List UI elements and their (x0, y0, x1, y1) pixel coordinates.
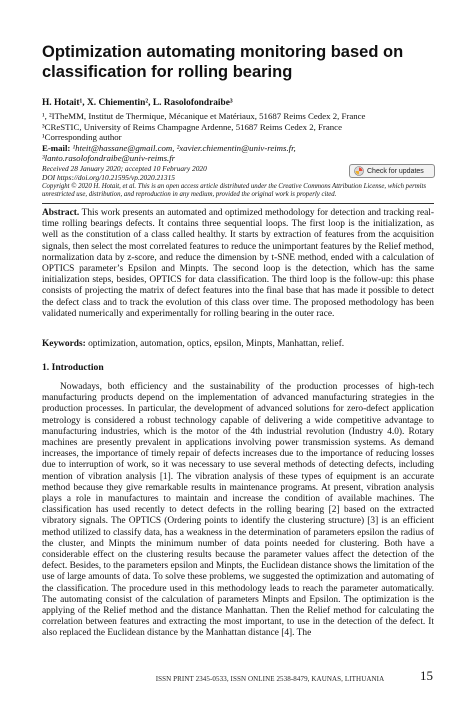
keywords-text: optimization, automation, optics, epsilon, Minpts, Manhattan, relief. (85, 339, 345, 349)
corresponding-author-note: ¹Corresponding author (42, 132, 122, 142)
email-line (42, 143, 432, 154)
crossmark-icon (354, 166, 364, 176)
abstract (42, 208, 434, 320)
affiliations (42, 111, 432, 164)
author-list: H. Hotait¹, X. Chiementin², L. Rasolofondraibe³ (42, 98, 233, 108)
header-divider (42, 203, 434, 204)
email-addresses-1[interactable]: ¹hteit@hassane@gmail.com, ²xavier.chiementin@univ-reims.fr, (72, 142, 296, 153)
affiliation-2: ³CReSTIC, University of Reims Champagne Ardenne, 51687 Reims Cedex 2, France (42, 121, 342, 132)
keywords-label: Keywords: (42, 339, 86, 349)
check-for-updates-badge[interactable] (349, 164, 435, 178)
copyright-notice: Copyright © 2020 H. Hotait, et al. This is an open access article distributed under the Creative Commons Attribution License, which permits unrestricted use, distribution, and reproduction in any medium, provided the original work is properly cited. (42, 183, 427, 199)
abstract-text: This work presents an automated and optimized methodology for detection and tracking real-time rolling bearings defects. It contains three sequential loops. The first loop is the initialization, as well as the constitution of a class called healthy. It starts by extraction of features from the acquisition signals, then select the most correlated features to reduce the unimportant features by the Relief method, normalization data by z-score, and reduce the dimension by t-SNE method, ended with a calculation of OPTICS parameter’s Epsilon and Minpts. The second loop is the detection, which has the same initialization steps, besides, OPTICS for data classification. The third loop is the follow-up: this phase consists of projecting the matrix of defect features into the final base that has made it possible to detect the defect class and to track the evolution of this class over time. The proposed methodology has been validated numerically and experimentally for rolling bearing in the outer race. (42, 208, 434, 319)
section-heading-introduction: 1. Introduction (42, 362, 104, 373)
email-label: E-mail: (42, 142, 71, 153)
affiliation-1: ¹, ²ITheMM, Institut de Thermique, Mécanique et Matériaux, 51687 Reims Cedex 2, France (42, 111, 366, 121)
abstract-label: Abstract. (42, 208, 80, 218)
doi-link[interactable]: DOI https://doi.org/10.21595/vp.2020.21315 (42, 173, 175, 182)
page-number: 15 (420, 668, 433, 683)
introduction-paragraph: Nowadays, both efficiency and the sustainability of the production processes of high-tech manufacturing products depend on the implementation of advanced manufacturing strategies in the production processes. In particular, the development of advanced solutions for zero-defect application metrology is considered a robust technology capable of delivering a wide competitive advantage to manufacturing industries, which is the motor of the 4th industrial revolution (Industry 4.0). Rotary machines are presently prevalent in applications involving power transmission systems. As demand increases, the importance of timely repair of defects increases due to the importance of reducing losses due to interruption of work, so it was necessary to use several methods of detecting defects, including mention of vibration analysis [1]. The vibration analysis of these types of equipment is an accurate method because they give remarkable results in maintenance programs. At present, vibration analysis plays a role in manufactures to maintain and increase the condition of available machines. The classification has used recently to detect defects in the rolling bearing [2] based on the extracted vibratory signals. The OPTICS (Ordering points to identify the clustering structure) [3] is an efficient method utilized to classify data, has a weakness in the determination of parameters epsilon the radius of the cluster, and Minpts the minimum number of data points needed for clustering. Both have a considerable effect on the clustering results because the parameter values affect the detection of the defect. Besides, to the parameters epsilon and Minpts, the Euclidean distance shows the limitation of the use of large amounts of data. To solve these problems, we suggested the optimization and automating of the classification. The procedure used in this methodology leads to reach the parameter automatically. The automating consist of the calculation of parameters Minpts and Epsilon. The optimization is the applying of the Relief method and the distance Manhattan. Then the Relief method for calculating the correlation between features and extracting the most important, to use in the detection of the defect. It also replaced the Euclidean distance by the Manhattan distance [4]. The (42, 382, 434, 639)
paper-title: Optimization automating monitoring based on classification for rolling bearing (42, 43, 404, 81)
check-for-updates-label: Check for updates (367, 167, 424, 175)
keywords (42, 339, 434, 350)
journal-issn-footer: ISSN PRINT 2345-0533, ISSN ONLINE 2538-8479, KAUNAS, LITHUANIA (155, 675, 385, 683)
received-dates: Received 28 January 2020; accepted 10 February 2020 (42, 164, 207, 173)
email-addresses-2[interactable]: ³lanto.rasolofondraibe@univ-reims.fr (42, 153, 176, 163)
